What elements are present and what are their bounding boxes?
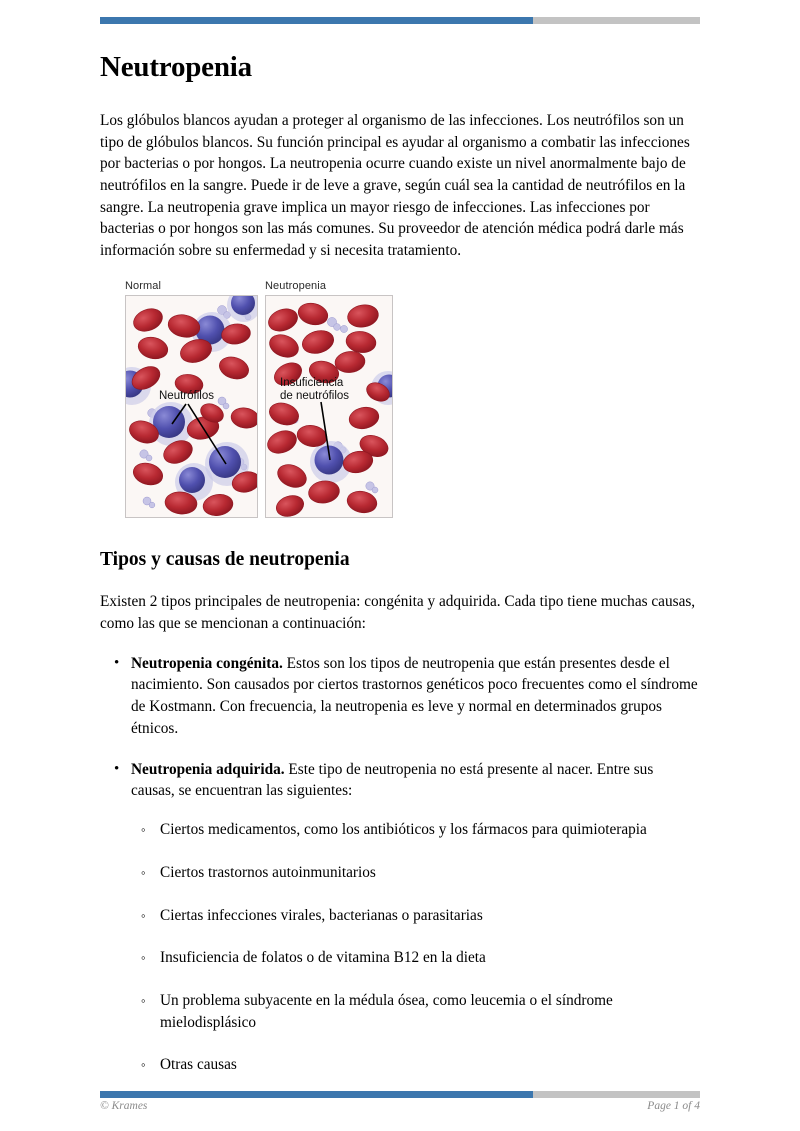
bullet-marker: • bbox=[114, 654, 120, 671]
sub-bullet-marker: ◦ bbox=[141, 864, 146, 880]
causes-list bbox=[100, 653, 700, 1076]
list-item bbox=[131, 990, 700, 1033]
list-item-text: Estos son los tipos de neutropenia que están presentes desde el nacimiento. Son causados por ciertos trastornos genéticos poco frecuentes como el síndrome de Kostmann. Con frecuencia, la neutropenia es leve y normal en determinados grupos étnicos. bbox=[131, 654, 698, 737]
list-item-text: Ciertos trastornos autoinmunitarios bbox=[160, 863, 376, 881]
footer-rule-blue-segment bbox=[100, 1091, 533, 1098]
footer-copyright: © Krames bbox=[100, 1100, 148, 1112]
section-intro-paragraph: Existen 2 tipos principales de neutropenia: congénita y adquirida. Cada tipo tiene muchas causas, como las que se mencionan a continuación: bbox=[100, 593, 696, 633]
footer-rule bbox=[100, 1091, 700, 1098]
footer-rule-gray-segment bbox=[533, 1091, 700, 1098]
figure-panels bbox=[125, 280, 700, 518]
header-rule bbox=[100, 17, 700, 24]
neutropenia-callout-label-line1: Insuficiencia bbox=[280, 376, 344, 389]
list-item bbox=[100, 653, 700, 740]
sub-bullet-marker: ◦ bbox=[141, 1057, 146, 1073]
list-item-text: Insuficiencia de folatos o de vitamina B12 en la dieta bbox=[160, 949, 486, 967]
neutropenia-callout-label-line2: de neutrófilos bbox=[280, 389, 350, 402]
figure-panel-neutropenia-label: Neutropenia bbox=[265, 279, 327, 292]
list-item-text: Ciertas infecciones virales, bacterianas o parasitarias bbox=[160, 906, 483, 924]
list-item bbox=[131, 1054, 700, 1076]
list-item-text: Este tipo de neutropenia no está presente al nacer. Entre sus causas, se encuentran las siguientes: bbox=[131, 760, 654, 800]
sub-bullet-marker: ◦ bbox=[141, 822, 146, 838]
normal-callout-label: Neutrófilos bbox=[159, 389, 214, 402]
header-rule-gray-segment bbox=[533, 17, 700, 24]
section-title: Tipos y causas de neutropenia bbox=[100, 548, 350, 570]
sub-bullet-marker: ◦ bbox=[141, 907, 146, 923]
blood-cell-figure bbox=[100, 280, 700, 518]
sub-bullet-marker: ◦ bbox=[141, 950, 146, 966]
list-item bbox=[131, 905, 700, 927]
normal-blood-illustration bbox=[125, 295, 258, 518]
header-rule-blue-segment bbox=[100, 17, 533, 24]
footer-page-indicator: Page 1 of 4 bbox=[647, 1100, 700, 1112]
list-item-text: Un problema subyacente en la médula ósea, como leucemia o el síndrome mielodisplásico bbox=[160, 991, 613, 1031]
document-content bbox=[100, 52, 700, 1095]
acquired-causes-sublist bbox=[131, 819, 700, 1076]
figure-panel-normal bbox=[125, 280, 258, 518]
list-item bbox=[100, 759, 700, 1076]
list-item-lead: Neutropenia congénita. bbox=[131, 654, 283, 672]
list-item-lead: Neutropenia adquirida. bbox=[131, 760, 285, 778]
figure-panel-normal-label: Normal bbox=[125, 279, 162, 292]
list-item bbox=[131, 862, 700, 884]
neutropenia-blood-illustration bbox=[265, 295, 393, 518]
intro-paragraph: Los glóbulos blancos ayudan a proteger al organismo de las infecciones. Los neutrófilos son un tipo de glóbulos blancos. Su función principal es ayudar al organismo a combatir las infecciones por bacterias o por hongos. La neutropenia ocurre cuando existe un nivel anormalmente bajo de neutrófilos en la sangre. Puede ir de leve a grave, según cuál sea la cantidad de neutrófilos en la sangre. La neutropenia grave implica un mayor riesgo de infecciones. Las infecciones por bacterias o por hongos son las más comunes. Su proveedor de atención médica podrá darle más información sobre su enfermedad y si necesita tratamiento. bbox=[100, 111, 690, 260]
bullet-marker: • bbox=[114, 760, 120, 777]
list-item-text: Otras causas bbox=[160, 1056, 237, 1074]
page-title: Neutropenia bbox=[100, 51, 252, 83]
list-item bbox=[131, 819, 700, 841]
figure-panel-neutropenia bbox=[265, 280, 398, 518]
sub-bullet-marker: ◦ bbox=[141, 992, 146, 1008]
list-item-text: Ciertos medicamentos, como los antibióticos y los fármacos para quimioterapia bbox=[160, 821, 647, 839]
list-item bbox=[131, 947, 700, 969]
